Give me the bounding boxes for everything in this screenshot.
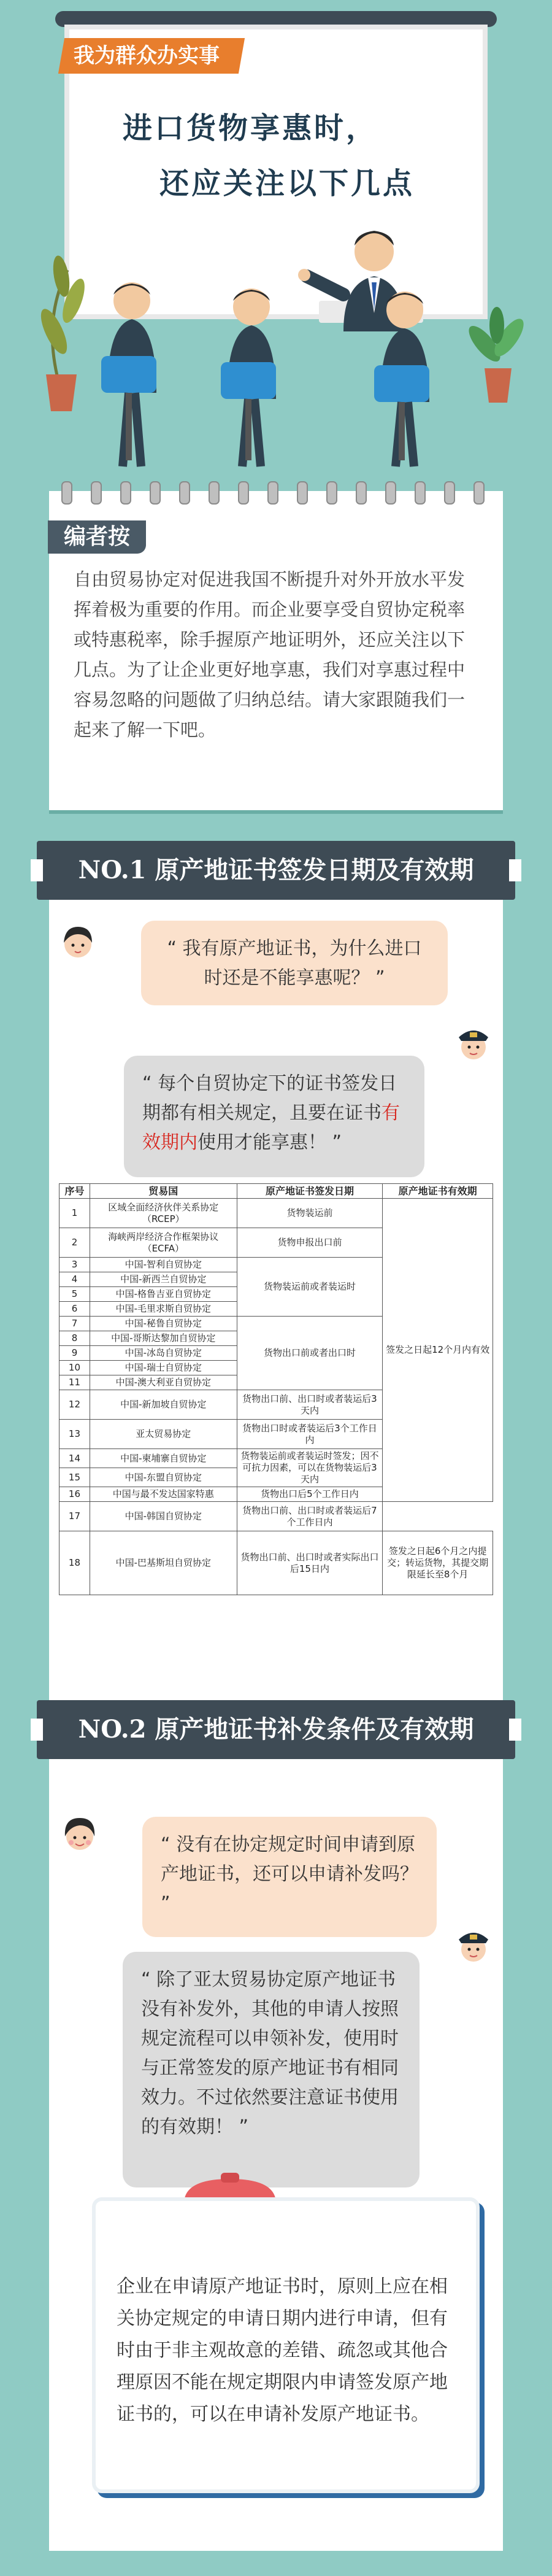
- table-cell: 中国与最不发达国家特惠: [90, 1487, 237, 1502]
- agreement-table: [59, 1183, 493, 1595]
- table-cell: 区域全面经济伙伴关系协定（RCEP）: [90, 1199, 237, 1228]
- answer-highlight: 有效期内: [142, 1102, 400, 1153]
- ring-icon: [473, 481, 485, 505]
- customs-officer-avatar-icon: [449, 1921, 498, 1970]
- table-cell: 中国-哥斯达黎加自贸协定: [90, 1331, 237, 1346]
- meeting-illustration: [0, 209, 552, 479]
- table-cell: 货物装运前或者装运时: [237, 1258, 383, 1317]
- customs-officer-avatar-icon: [449, 1019, 498, 1068]
- headline-line-2: 还应关注以下几点: [159, 166, 415, 201]
- table-cell: 16: [59, 1487, 90, 1502]
- plant-icon: [36, 254, 89, 411]
- ring-icon: [61, 481, 72, 505]
- table-row: [59, 1531, 493, 1595]
- plant-icon: [464, 307, 529, 403]
- ring-icon: [179, 481, 190, 505]
- answer-text-post: 使用才能享惠！ ”: [197, 1132, 342, 1153]
- table-cell: 11: [59, 1375, 90, 1390]
- table-cell: 3: [59, 1258, 90, 1272]
- table-header: 原产地证书有效期: [383, 1184, 493, 1199]
- table-cell: 5: [59, 1287, 90, 1302]
- table-cell: 中国-巴基斯坦自贸协定: [90, 1531, 237, 1595]
- table-cell: 中国-新西兰自贸协定: [90, 1272, 237, 1287]
- ring-icon: [238, 481, 249, 505]
- section2-answer-bubble: “ 除了亚太贸易协定原产地证书没有补发外，其他的申请人按照规定流程可以申领补发，使用时与正常签发的原产地证书有相同效力。不过依然要注意证书使用的有效期！ ”: [123, 1952, 420, 2187]
- table-cell: 13: [59, 1420, 90, 1449]
- table-header: 贸易国: [90, 1184, 237, 1199]
- answer-text-pre: “ 每个自贸协定下的证书签发日期都有相关规定，且要在证书: [142, 1073, 397, 1124]
- table-cell: 2: [59, 1228, 90, 1258]
- table-row: [59, 1502, 493, 1531]
- table-cell: 签发之日起6个月之内提交；转运货物，其提交期限延长至8个月: [383, 1531, 493, 1595]
- table-cell: 中国-柬埔寨自贸协定: [90, 1449, 237, 1468]
- editor-text: 自由贸易协定对促进我国不断提升对外开放水平发挥着极为重要的作用。而企业要享受自贸协定税率或特惠税率，除手握原产地证明外，还应关注以下几点。为了让企业更好地享惠，我们对享惠过程中容易忽略的问题做了归纳总结。请大家跟随我们一起来了解一下吧。: [74, 569, 466, 740]
- ring-icon: [267, 481, 278, 505]
- table-cell: 货物装运前或者装运时签发；因不可抗力因素，可以在货物装运后3天内: [237, 1449, 383, 1487]
- table-header-row: [59, 1184, 493, 1199]
- table-cell: 6: [59, 1302, 90, 1317]
- ring-icon: [326, 481, 337, 505]
- girl-avatar-icon: [56, 1811, 103, 1857]
- table-cell: 签发之日起12个月内有效: [383, 1199, 493, 1502]
- table-row: [59, 1199, 493, 1228]
- table-cell: 货物出口前、出口时或者实际出口后15日内: [237, 1531, 383, 1595]
- ring-icon: [91, 481, 102, 505]
- ring-icon: [209, 481, 220, 505]
- table-cell: 中国-新加坡自贸协定: [90, 1390, 237, 1420]
- table-cell: 货物出口前、出口时或者装运后3天内: [237, 1390, 383, 1420]
- table-cell: 9: [59, 1346, 90, 1361]
- table-cell: 7: [59, 1317, 90, 1331]
- table-cell: 14: [59, 1449, 90, 1468]
- header-tag-label: 我为群众办实事: [74, 44, 220, 68]
- table-cell: 中国-格鲁吉亚自贸协定: [90, 1287, 237, 1302]
- ring-icon: [415, 481, 426, 505]
- section1-question-bubble: “ 我有原产地证书，为什么进口时还是不能享惠呢？ ”: [141, 921, 448, 1005]
- table-cell: 中国-东盟自贸协定: [90, 1468, 237, 1487]
- table-cell: 10: [59, 1361, 90, 1375]
- table-cell: 4: [59, 1272, 90, 1287]
- table-header: 序号: [59, 1184, 90, 1199]
- table-cell: 中国-毛里求斯自贸协定: [90, 1302, 237, 1317]
- table-header: 原产地证书签发日期: [237, 1184, 383, 1199]
- table-cell: 货物出口时或者装运后3个工作日内: [237, 1420, 383, 1449]
- table-cell: 1: [59, 1199, 90, 1228]
- table-cell: 货物出口后5个工作日内: [237, 1487, 383, 1502]
- table-cell: 海峡两岸经济合作框架协议（ECFA）: [90, 1228, 237, 1258]
- table-cell: 中国-冰岛自贸协定: [90, 1346, 237, 1361]
- table-cell: 中国-秘鲁自贸协定: [90, 1317, 237, 1331]
- section1-title: NO.1 原产地证书签发日期及有效期: [37, 841, 515, 900]
- ring-icon: [150, 481, 161, 505]
- table-cell: 货物申报出口前: [237, 1228, 383, 1258]
- editor-tag: 编者按: [48, 520, 146, 554]
- table-cell: 17: [59, 1502, 90, 1531]
- table-cell: 中国-智利自贸协定: [90, 1258, 237, 1272]
- table-cell: 货物装运前: [237, 1199, 383, 1228]
- table-cell: 中国-瑞士自贸协定: [90, 1361, 237, 1375]
- table-cell: 中国-澳大利亚自贸协定: [90, 1375, 237, 1390]
- ring-icon: [356, 481, 367, 505]
- table-cell: 亚太贸易协定: [90, 1420, 237, 1449]
- audience-figure: [101, 282, 156, 466]
- section2-title: NO.2 原产地证书补发条件及有效期: [37, 1700, 515, 1759]
- table-cell: 货物出口前或者出口时: [237, 1317, 383, 1390]
- table-cell: 18: [59, 1531, 90, 1595]
- section2-question-bubble: “ 没有在协定规定时间申请到原产地证书，还可以申请补发吗？ ”: [142, 1817, 437, 1937]
- audience-figure: [221, 288, 276, 466]
- table-cell: 8: [59, 1331, 90, 1346]
- girl-avatar-icon: [56, 921, 99, 964]
- note-text: 企业在申请原产地证书时，原则上应在相关协定规定的申请日期内进行申请，但有时由于非主观故意的差错、疏忽或其他合理原因不能在规定期限内申请签发原产地证书的，可以在申请补发原产地证书。: [117, 2276, 448, 2425]
- section1-answer-bubble: [124, 1056, 424, 1177]
- headline-line-1: 进口货物享惠时，: [123, 111, 378, 145]
- header-tag: [58, 38, 245, 74]
- table-cell: 中国-韩国自贸协定: [90, 1502, 237, 1531]
- table-cell: 12: [59, 1390, 90, 1420]
- table-cell: 15: [59, 1468, 90, 1487]
- table-cell: 货物出口前、出口时或者装运后7个工作日内: [237, 1502, 383, 1531]
- ring-icon: [385, 481, 396, 505]
- ring-icon: [444, 481, 455, 505]
- ring-icon: [120, 481, 131, 505]
- ring-icon: [297, 481, 308, 505]
